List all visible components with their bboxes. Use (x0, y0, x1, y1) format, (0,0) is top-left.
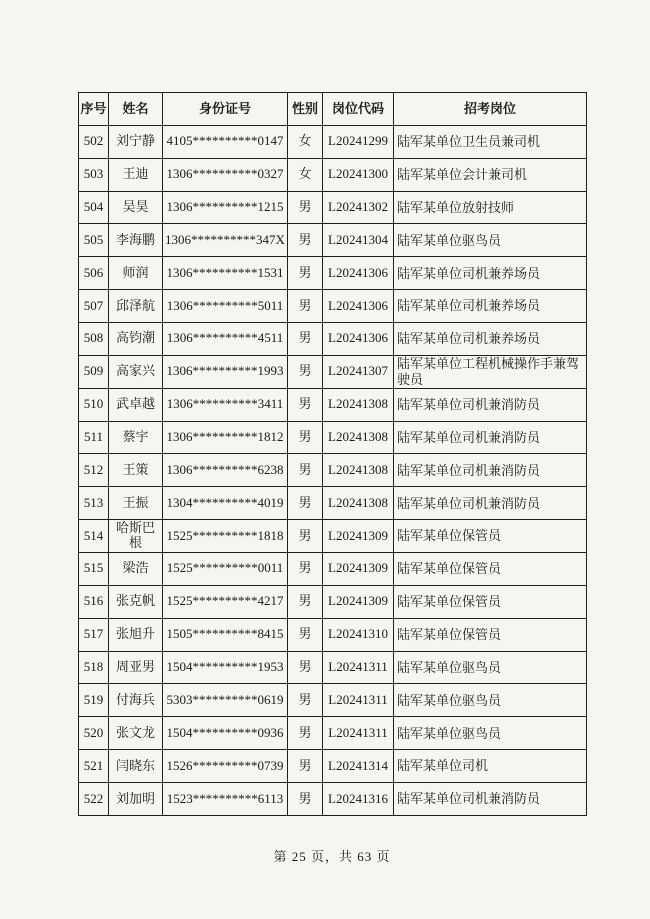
cell-seq: 519 (79, 684, 109, 717)
cell-gender: 男 (288, 783, 323, 816)
cell-gender: 男 (288, 487, 323, 520)
cell-seq: 512 (79, 454, 109, 487)
cell-job_code: L20241309 (323, 585, 394, 618)
cell-id_number: 1306**********6238 (163, 454, 288, 487)
cell-job_code: L20241307 (323, 355, 394, 388)
cell-seq: 518 (79, 651, 109, 684)
cell-job_code: L20241308 (323, 388, 394, 421)
cell-seq: 508 (79, 323, 109, 356)
table-row (79, 783, 587, 816)
cell-gender: 男 (288, 454, 323, 487)
cell-job_title: 陆军某单位司机兼消防员 (394, 454, 587, 487)
cell-seq: 515 (79, 553, 109, 586)
column-header-name: 姓名 (109, 93, 163, 126)
cell-job_code: L20241306 (323, 290, 394, 323)
cell-name: 王振 (109, 487, 163, 520)
cell-id_number: 1306**********4511 (163, 323, 288, 356)
cell-job_title: 陆军某单位保管员 (394, 520, 587, 553)
cell-job_title: 陆军某单位卫生员兼司机 (394, 125, 587, 158)
cell-job_title: 陆军某单位保管员 (394, 585, 587, 618)
table-body (79, 125, 587, 815)
header-row (79, 93, 587, 126)
cell-seq: 510 (79, 388, 109, 421)
cell-gender: 女 (288, 125, 323, 158)
cell-job_title: 陆军某单位驱鸟员 (394, 684, 587, 717)
cell-job_code: L20241311 (323, 684, 394, 717)
cell-seq: 505 (79, 224, 109, 257)
cell-gender: 男 (288, 520, 323, 553)
cell-job_code: L20241308 (323, 487, 394, 520)
table-row (79, 125, 587, 158)
table-row (79, 191, 587, 224)
cell-seq: 511 (79, 421, 109, 454)
cell-job_title: 陆军某单位司机兼消防员 (394, 388, 587, 421)
cell-job_title: 陆军某单位驱鸟员 (394, 224, 587, 257)
cell-id_number: 1306**********3411 (163, 388, 288, 421)
cell-name: 师润 (109, 257, 163, 290)
cell-id_number: 1304**********4019 (163, 487, 288, 520)
cell-id_number: 1523**********6113 (163, 783, 288, 816)
table-row (79, 520, 587, 553)
cell-id_number: 1504**********0936 (163, 717, 288, 750)
cell-job_title: 陆军某单位司机兼消防员 (394, 421, 587, 454)
cell-name: 刘宁静 (109, 125, 163, 158)
cell-job_title: 陆军某单位驱鸟员 (394, 717, 587, 750)
cell-job_code: L20241304 (323, 224, 394, 257)
cell-id_number: 5303**********0619 (163, 684, 288, 717)
cell-id_number: 1525**********1818 (163, 520, 288, 553)
table-row (79, 618, 587, 651)
page-number: 第 25 页，共 63 页 (273, 849, 391, 864)
cell-job_title: 陆军某单位司机兼消防员 (394, 783, 587, 816)
cell-seq: 521 (79, 750, 109, 783)
cell-job_code: L20241306 (323, 257, 394, 290)
table-row (79, 487, 587, 520)
cell-name: 邱泽航 (109, 290, 163, 323)
cell-name: 张文龙 (109, 717, 163, 750)
cell-job_code: L20241306 (323, 323, 394, 356)
cell-job_title: 陆军某单位司机兼养场员 (394, 323, 587, 356)
recruitment-table-container (78, 92, 586, 816)
cell-name: 吴昊 (109, 191, 163, 224)
cell-gender: 男 (288, 553, 323, 586)
cell-name: 张旭升 (109, 618, 163, 651)
cell-seq: 509 (79, 355, 109, 388)
cell-name: 张克帆 (109, 585, 163, 618)
cell-id_number: 4105**********0147 (163, 125, 288, 158)
column-header-job_code: 岗位代码 (323, 93, 394, 126)
table-row (79, 651, 587, 684)
table-row (79, 355, 587, 388)
cell-id_number: 1306**********5011 (163, 290, 288, 323)
cell-id_number: 1306**********1812 (163, 421, 288, 454)
table-row (79, 388, 587, 421)
cell-id_number: 1306**********1993 (163, 355, 288, 388)
column-header-job_title: 招考岗位 (394, 93, 587, 126)
cell-gender: 男 (288, 257, 323, 290)
cell-id_number: 1306**********347X (163, 224, 288, 257)
cell-gender: 男 (288, 717, 323, 750)
cell-job_code: L20241308 (323, 421, 394, 454)
cell-gender: 男 (288, 651, 323, 684)
cell-job_code: L20241302 (323, 191, 394, 224)
cell-job_title: 陆军某单位保管员 (394, 618, 587, 651)
cell-gender: 男 (288, 388, 323, 421)
cell-job_code: L20241300 (323, 158, 394, 191)
table-row (79, 323, 587, 356)
cell-job_code: L20241299 (323, 125, 394, 158)
cell-gender: 男 (288, 684, 323, 717)
cell-gender: 男 (288, 750, 323, 783)
cell-gender: 男 (288, 421, 323, 454)
cell-name: 闫晓东 (109, 750, 163, 783)
table-row (79, 421, 587, 454)
cell-name: 武卓越 (109, 388, 163, 421)
cell-job_code: L20241311 (323, 717, 394, 750)
cell-seq: 504 (79, 191, 109, 224)
table-row (79, 257, 587, 290)
cell-job_title: 陆军某单位保管员 (394, 553, 587, 586)
table-row (79, 553, 587, 586)
cell-gender: 男 (288, 191, 323, 224)
cell-name: 王迪 (109, 158, 163, 191)
cell-name: 梁浩 (109, 553, 163, 586)
cell-job_code: L20241308 (323, 454, 394, 487)
cell-id_number: 1525**********4217 (163, 585, 288, 618)
cell-job_code: L20241309 (323, 553, 394, 586)
table-row (79, 290, 587, 323)
column-header-id_number: 身份证号 (163, 93, 288, 126)
cell-seq: 506 (79, 257, 109, 290)
cell-job_code: L20241309 (323, 520, 394, 553)
cell-id_number: 1525**********0011 (163, 553, 288, 586)
cell-seq: 503 (79, 158, 109, 191)
cell-name: 李海鹏 (109, 224, 163, 257)
cell-name: 哈斯巴根 (109, 520, 163, 553)
cell-id_number: 1306**********1531 (163, 257, 288, 290)
column-header-seq: 序号 (79, 93, 109, 126)
table-row (79, 750, 587, 783)
cell-job_title: 陆军某单位司机兼消防员 (394, 487, 587, 520)
table-row (79, 717, 587, 750)
cell-job_title: 陆军某单位工程机械操作手兼驾驶员 (394, 355, 587, 388)
cell-id_number: 1306**********1215 (163, 191, 288, 224)
cell-job_code: L20241311 (323, 651, 394, 684)
cell-seq: 516 (79, 585, 109, 618)
table-row (79, 224, 587, 257)
cell-gender: 男 (288, 355, 323, 388)
cell-job_title: 陆军某单位司机兼养场员 (394, 290, 587, 323)
table-row (79, 585, 587, 618)
table-row (79, 158, 587, 191)
cell-gender: 男 (288, 323, 323, 356)
cell-seq: 520 (79, 717, 109, 750)
table-row (79, 454, 587, 487)
cell-name: 高家兴 (109, 355, 163, 388)
table-header (79, 93, 587, 126)
cell-job_title: 陆军某单位驱鸟员 (394, 651, 587, 684)
cell-name: 付海兵 (109, 684, 163, 717)
cell-gender: 男 (288, 290, 323, 323)
cell-id_number: 1306**********0327 (163, 158, 288, 191)
recruitment-table (78, 92, 587, 816)
cell-id_number: 1504**********1953 (163, 651, 288, 684)
cell-job_code: L20241316 (323, 783, 394, 816)
table-row (79, 684, 587, 717)
cell-job_title: 陆军某单位司机 (394, 750, 587, 783)
cell-job_title: 陆军某单位会计兼司机 (394, 158, 587, 191)
cell-name: 刘加明 (109, 783, 163, 816)
cell-gender: 女 (288, 158, 323, 191)
cell-name: 周亚男 (109, 651, 163, 684)
cell-seq: 522 (79, 783, 109, 816)
cell-id_number: 1505**********8415 (163, 618, 288, 651)
cell-gender: 男 (288, 224, 323, 257)
cell-job_code: L20241310 (323, 618, 394, 651)
cell-seq: 502 (79, 125, 109, 158)
cell-id_number: 1526**********0739 (163, 750, 288, 783)
cell-gender: 男 (288, 585, 323, 618)
cell-seq: 513 (79, 487, 109, 520)
cell-job_title: 陆军某单位司机兼养场员 (394, 257, 587, 290)
cell-job_code: L20241314 (323, 750, 394, 783)
cell-seq: 514 (79, 520, 109, 553)
cell-name: 高钧潮 (109, 323, 163, 356)
column-header-gender: 性别 (288, 93, 323, 126)
cell-name: 王策 (109, 454, 163, 487)
cell-name: 蔡宇 (109, 421, 163, 454)
cell-seq: 517 (79, 618, 109, 651)
cell-job_title: 陆军某单位放射技师 (394, 191, 587, 224)
cell-seq: 507 (79, 290, 109, 323)
cell-gender: 男 (288, 618, 323, 651)
